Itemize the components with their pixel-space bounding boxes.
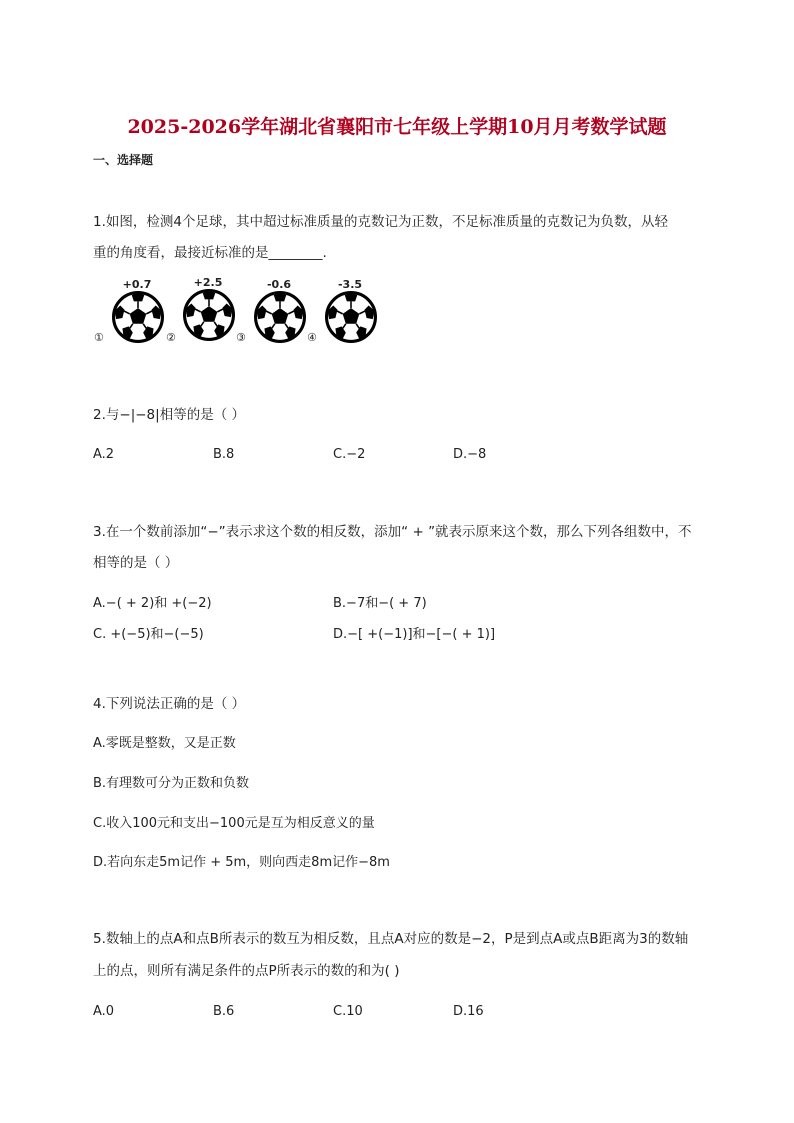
q1-line2: 重的角度看，最接近标准的是________. — [93, 245, 327, 261]
q2-option-a: A.2 — [93, 447, 115, 462]
q5-line1: 5.数轴上的点A和点B所表示的数互为相反数，且点A对应的数是−2，P是到点A或点B距离为3的数轴 — [93, 931, 689, 947]
q5-option-d: D.16 — [453, 1004, 484, 1019]
page-title: 2025-2026学年湖北省襄阳市七年级上学期10月月考数学试题 — [127, 116, 667, 138]
q3-option-a: A.−( + 2)和 +(−2) — [93, 596, 212, 611]
q3-line2: 相等的是（ ） — [93, 555, 179, 571]
q2-option-c: C.−2 — [333, 447, 366, 462]
ball-2-label: +2.5 — [193, 276, 223, 289]
ball-4-number: ④ — [307, 331, 317, 344]
soccer-ball-icon — [182, 289, 236, 341]
ball-3-label: -0.6 — [266, 278, 292, 291]
q2-option-d: D.−8 — [453, 447, 487, 462]
ball-1-label: +0.7 — [122, 278, 152, 291]
ball-4-label: -3.5 — [337, 278, 363, 291]
soccer-ball-icon — [324, 291, 378, 343]
ball-1-number: ① — [94, 331, 104, 344]
q4-option-c: C.收入100元和支出−100元是互为相反意义的量 — [93, 816, 375, 831]
q4-option-b: B.有理数可分为正数和负数 — [93, 776, 250, 791]
q2-option-b: B.8 — [213, 447, 235, 462]
soccer-ball-icon — [253, 291, 307, 343]
q2-stem: 2.与−|−8|相等的是（ ） — [93, 407, 245, 423]
ball-3-number: ③ — [236, 331, 246, 344]
q3-option-c: C. +(−5)和−(−5) — [93, 627, 204, 642]
q5-option-c: C.10 — [333, 1004, 363, 1019]
soccer-ball-icon — [111, 291, 165, 343]
q5-option-a: A.0 — [93, 1004, 115, 1019]
q5-option-b: B.6 — [213, 1004, 235, 1019]
q4-option-a: A.零既是整数，又是正数 — [93, 736, 236, 751]
q5-line2: 上的点，则所有满足条件的点P所表示的数的和为( ) — [93, 963, 400, 979]
q3-line1: 3.在一个数前添加“−”表示求这个数的相反数，添加“ + ”就表示原来这个数，那么下列各组数中，不 — [93, 524, 692, 540]
q4-stem: 4.下列说法正确的是（ ） — [93, 696, 246, 712]
q1-line1: 1.如图，检测4个足球，其中超过标准质量的克数记为正数，不足标准质量的克数记为负数，从轻 — [93, 214, 668, 230]
q4-option-d: D.若向东走5m记作 + 5m，则向西走8m记作−8m — [93, 855, 390, 870]
q3-option-b: B.−7和−( + 7) — [333, 596, 427, 611]
q3-option-d: D.−[ +(−1)]和−[−( + 1)] — [333, 627, 496, 642]
ball-2-number: ② — [166, 331, 176, 344]
section-label: 一、选择题 — [93, 153, 154, 167]
